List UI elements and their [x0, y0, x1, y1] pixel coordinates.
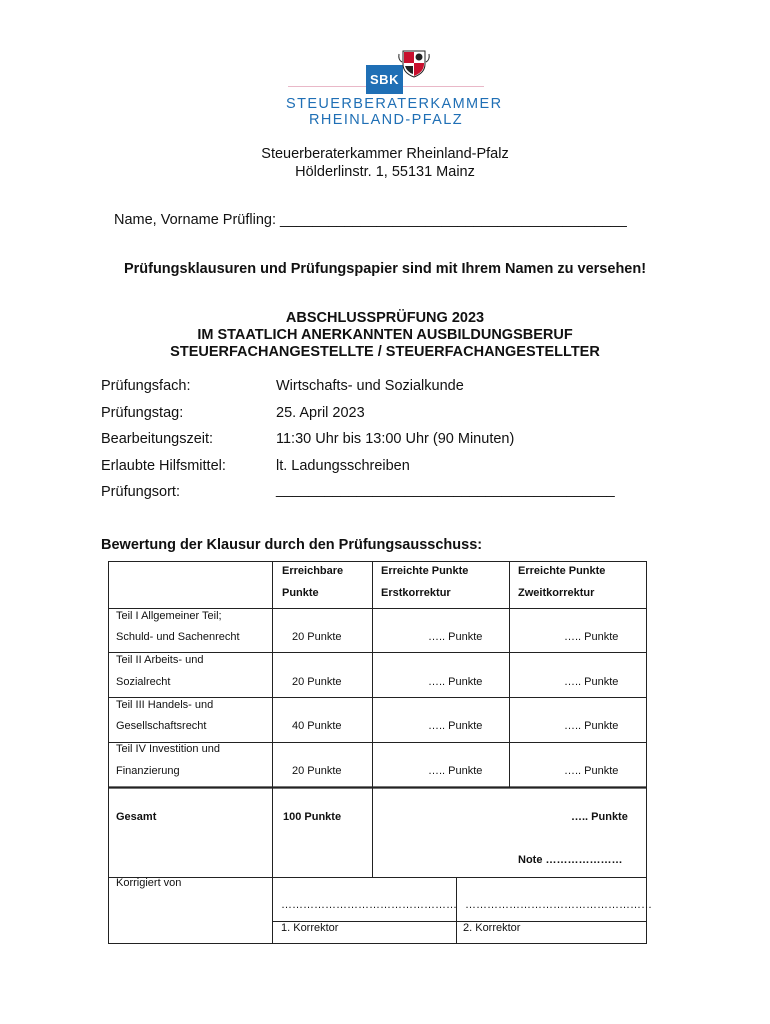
corrector1-label: 1. Korrektor — [281, 922, 339, 934]
info-value-location: __________________________________________ — [276, 482, 615, 498]
header-first-points-line2: Erstkorrektur — [381, 587, 451, 599]
address-line2: Hölderlinstr. 1, 55131 Mainz — [295, 164, 475, 180]
table-row-max: 20 Punkte — [292, 631, 342, 643]
info-value-duration: 11:30 Uhr bis 13:00 Uhr (90 Minuten) — [276, 431, 515, 447]
table-row-label-line2: Gesellschaftsrecht — [116, 720, 207, 732]
corrected-by-label: Korrigiert von — [116, 877, 182, 889]
table-row-max: 40 Punkte — [292, 720, 342, 732]
address-line1: Steuerberaterkammer Rheinland-Pfalz — [261, 146, 509, 162]
org-name-line1: STEUERBERATERKAMMER — [286, 96, 503, 112]
info-value-aids: lt. Ladungsschreiben — [276, 458, 410, 474]
exam-heading-line2: IM STAATLICH ANERKANNTEN AUSBILDUNGSBERUF — [197, 327, 573, 343]
table-row-second: ….. Punkte — [564, 631, 619, 643]
table-row-label-line2: Schuld- und Sachenrecht — [116, 631, 240, 643]
table-row-first: ….. Punkte — [428, 631, 483, 643]
info-label-aids: Erlaubte Hilfsmittel: — [101, 458, 226, 474]
notice-text: Prüfungsklausuren und Prüfungspapier sind mit Ihrem Namen zu versehen! — [123, 261, 647, 277]
table-row-second: ….. Punkte — [564, 720, 619, 732]
header-first-points-line1: Erreichte Punkte — [381, 565, 469, 577]
table-row-label-line1: Teil II Arbeits- und — [116, 654, 204, 666]
table-row-max: 20 Punkte — [292, 765, 342, 777]
header-max-points-line2: Punkte — [282, 587, 319, 599]
info-label-date: Prüfungstag: — [101, 405, 184, 421]
table-row-label-line1: Teil III Handels- und — [116, 699, 214, 711]
corrector2-signature-line: …………………………………………… — [465, 899, 652, 911]
table-row-first: ….. Punkte — [428, 676, 483, 688]
table-row-label-line1: Teil I Allgemeiner Teil; — [116, 610, 222, 622]
org-name-line2: RHEINLAND-PFALZ — [309, 112, 463, 128]
info-label-duration: Bearbeitungszeit: — [101, 431, 214, 447]
info-label-subject: Prüfungsfach: — [101, 378, 191, 394]
header-max-points-line1: Erreichbare — [282, 565, 344, 577]
info-label-location: Prüfungsort: — [101, 484, 180, 500]
info-value-date: 25. April 2023 — [276, 405, 365, 421]
table-row-second: ….. Punkte — [564, 765, 619, 777]
header-second-points-line2: Zweitkorrektur — [518, 587, 595, 599]
table-row-first: ….. Punkte — [428, 720, 483, 732]
corrector2-label: 2. Korrektor — [463, 922, 521, 934]
table-row-first: ….. Punkte — [428, 765, 483, 777]
table-row-max: 20 Punkte — [292, 676, 342, 688]
sbk-logo-badge: SBK — [366, 65, 403, 94]
total-max-points: 100 Punkte — [283, 811, 342, 823]
candidate-name-field: Name, Vorname Prüfling: ___________________________________________ — [114, 212, 627, 228]
table-row-second: ….. Punkte — [564, 676, 619, 688]
exam-heading-line1: ABSCHLUSSPRÜFUNG 2023 — [285, 310, 485, 326]
info-value-subject: Wirtschafts- und Sozialkunde — [276, 378, 464, 394]
evaluation-title: Bewertung der Klausur durch den Prüfungsausschuss: — [101, 537, 483, 553]
total-label: Gesamt — [116, 811, 157, 823]
table-row-label-line2: Finanzierung — [116, 765, 180, 777]
grade-field: Note ………………… — [518, 854, 623, 866]
total-achieved-points: ….. Punkte — [571, 811, 628, 823]
exam-heading-line3: STEUERFACHANGESTELLTE / STEUERFACHANGESTELLTER — [170, 344, 600, 360]
corrector1-signature-line: ………………………………………… — [281, 899, 457, 911]
header-second-points-line1: Erreichte Punkte — [518, 565, 606, 577]
table-row-label-line1: Teil IV Investition und — [116, 743, 220, 755]
table-row-label-line2: Sozialrecht — [116, 676, 171, 688]
